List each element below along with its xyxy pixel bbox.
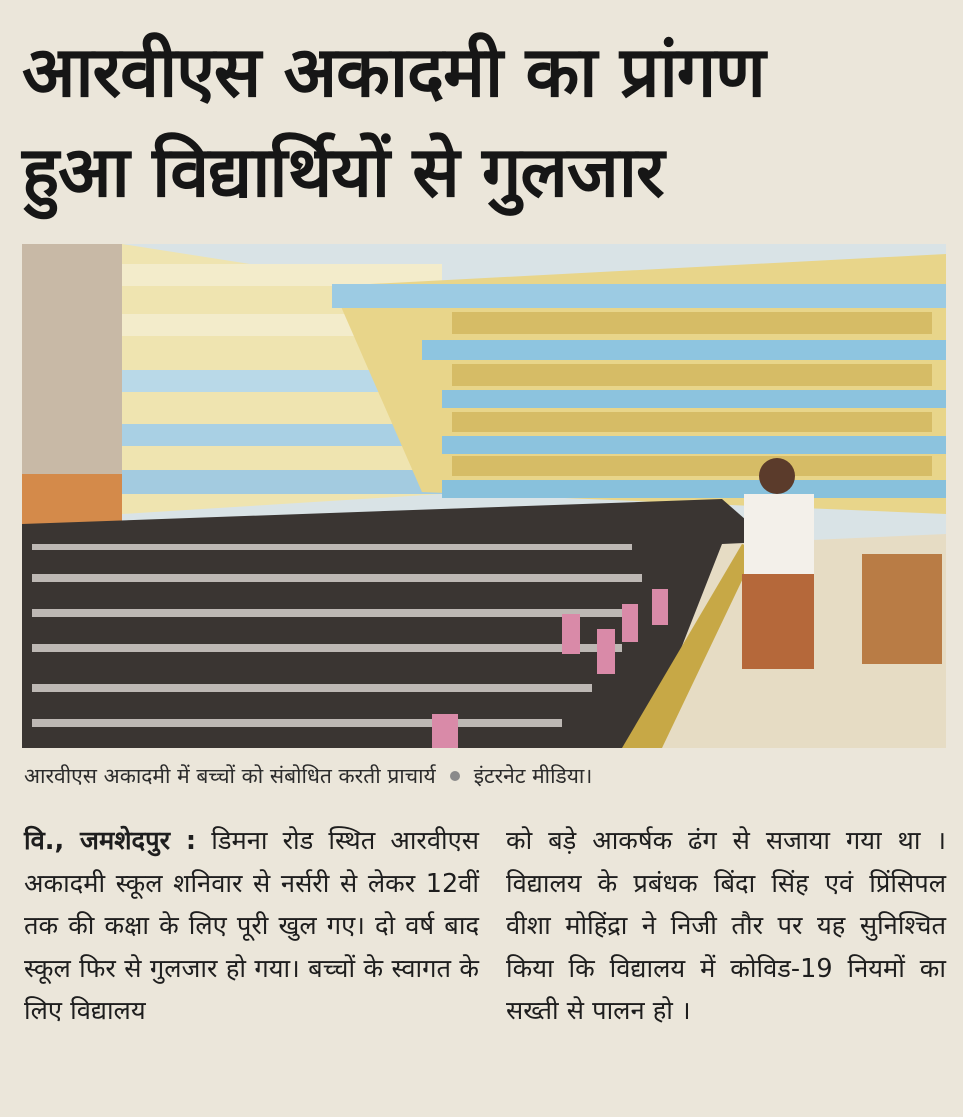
article-column-1 xyxy=(24,820,479,1033)
photo-caption xyxy=(24,760,944,792)
article-column-2 xyxy=(506,820,946,1033)
caption-text: आरवीएस अकादमी में बच्चों को संबोधित करती प्राचार्य xyxy=(24,764,436,788)
article-body-1: डिमना रोड स्थित आरवीएस अकादमी स्कूल शनिवार से नर्सरी से लेकर 12वीं तक की कक्षा के लिए पूरी खुल गए। दो वर्ष बाद स्कूल फिर से गुलजार हो गया। बच्चों के स्वागत के लिए विद्यालय xyxy=(24,826,479,1026)
bullet-icon xyxy=(450,771,460,781)
headline-line-1: आरवीएस अकादमी का प्रांगण xyxy=(22,31,765,113)
caption-credit: इंटरनेट मीडिया। xyxy=(473,764,593,788)
dateline: वि., जमशेदपुर : xyxy=(24,826,197,856)
school-assembly-photo xyxy=(22,244,946,748)
photo-illustration xyxy=(22,244,946,748)
headline-line-2: हुआ विद्यार्थियों से गुलजार xyxy=(22,131,664,213)
article-body-2: को बड़े आकर्षक ढंग से सजाया गया था । विद्यालय के प्रबंधक बिंदा सिंह एवं प्रिंसिपल वीशा मोहिंद्रा ने निजी तौर पर यह सुनिश्चित किया कि विद्यालय में कोविड-19 नियमों का सख्ती से पालन हो । xyxy=(506,826,946,1026)
headline xyxy=(22,22,942,222)
